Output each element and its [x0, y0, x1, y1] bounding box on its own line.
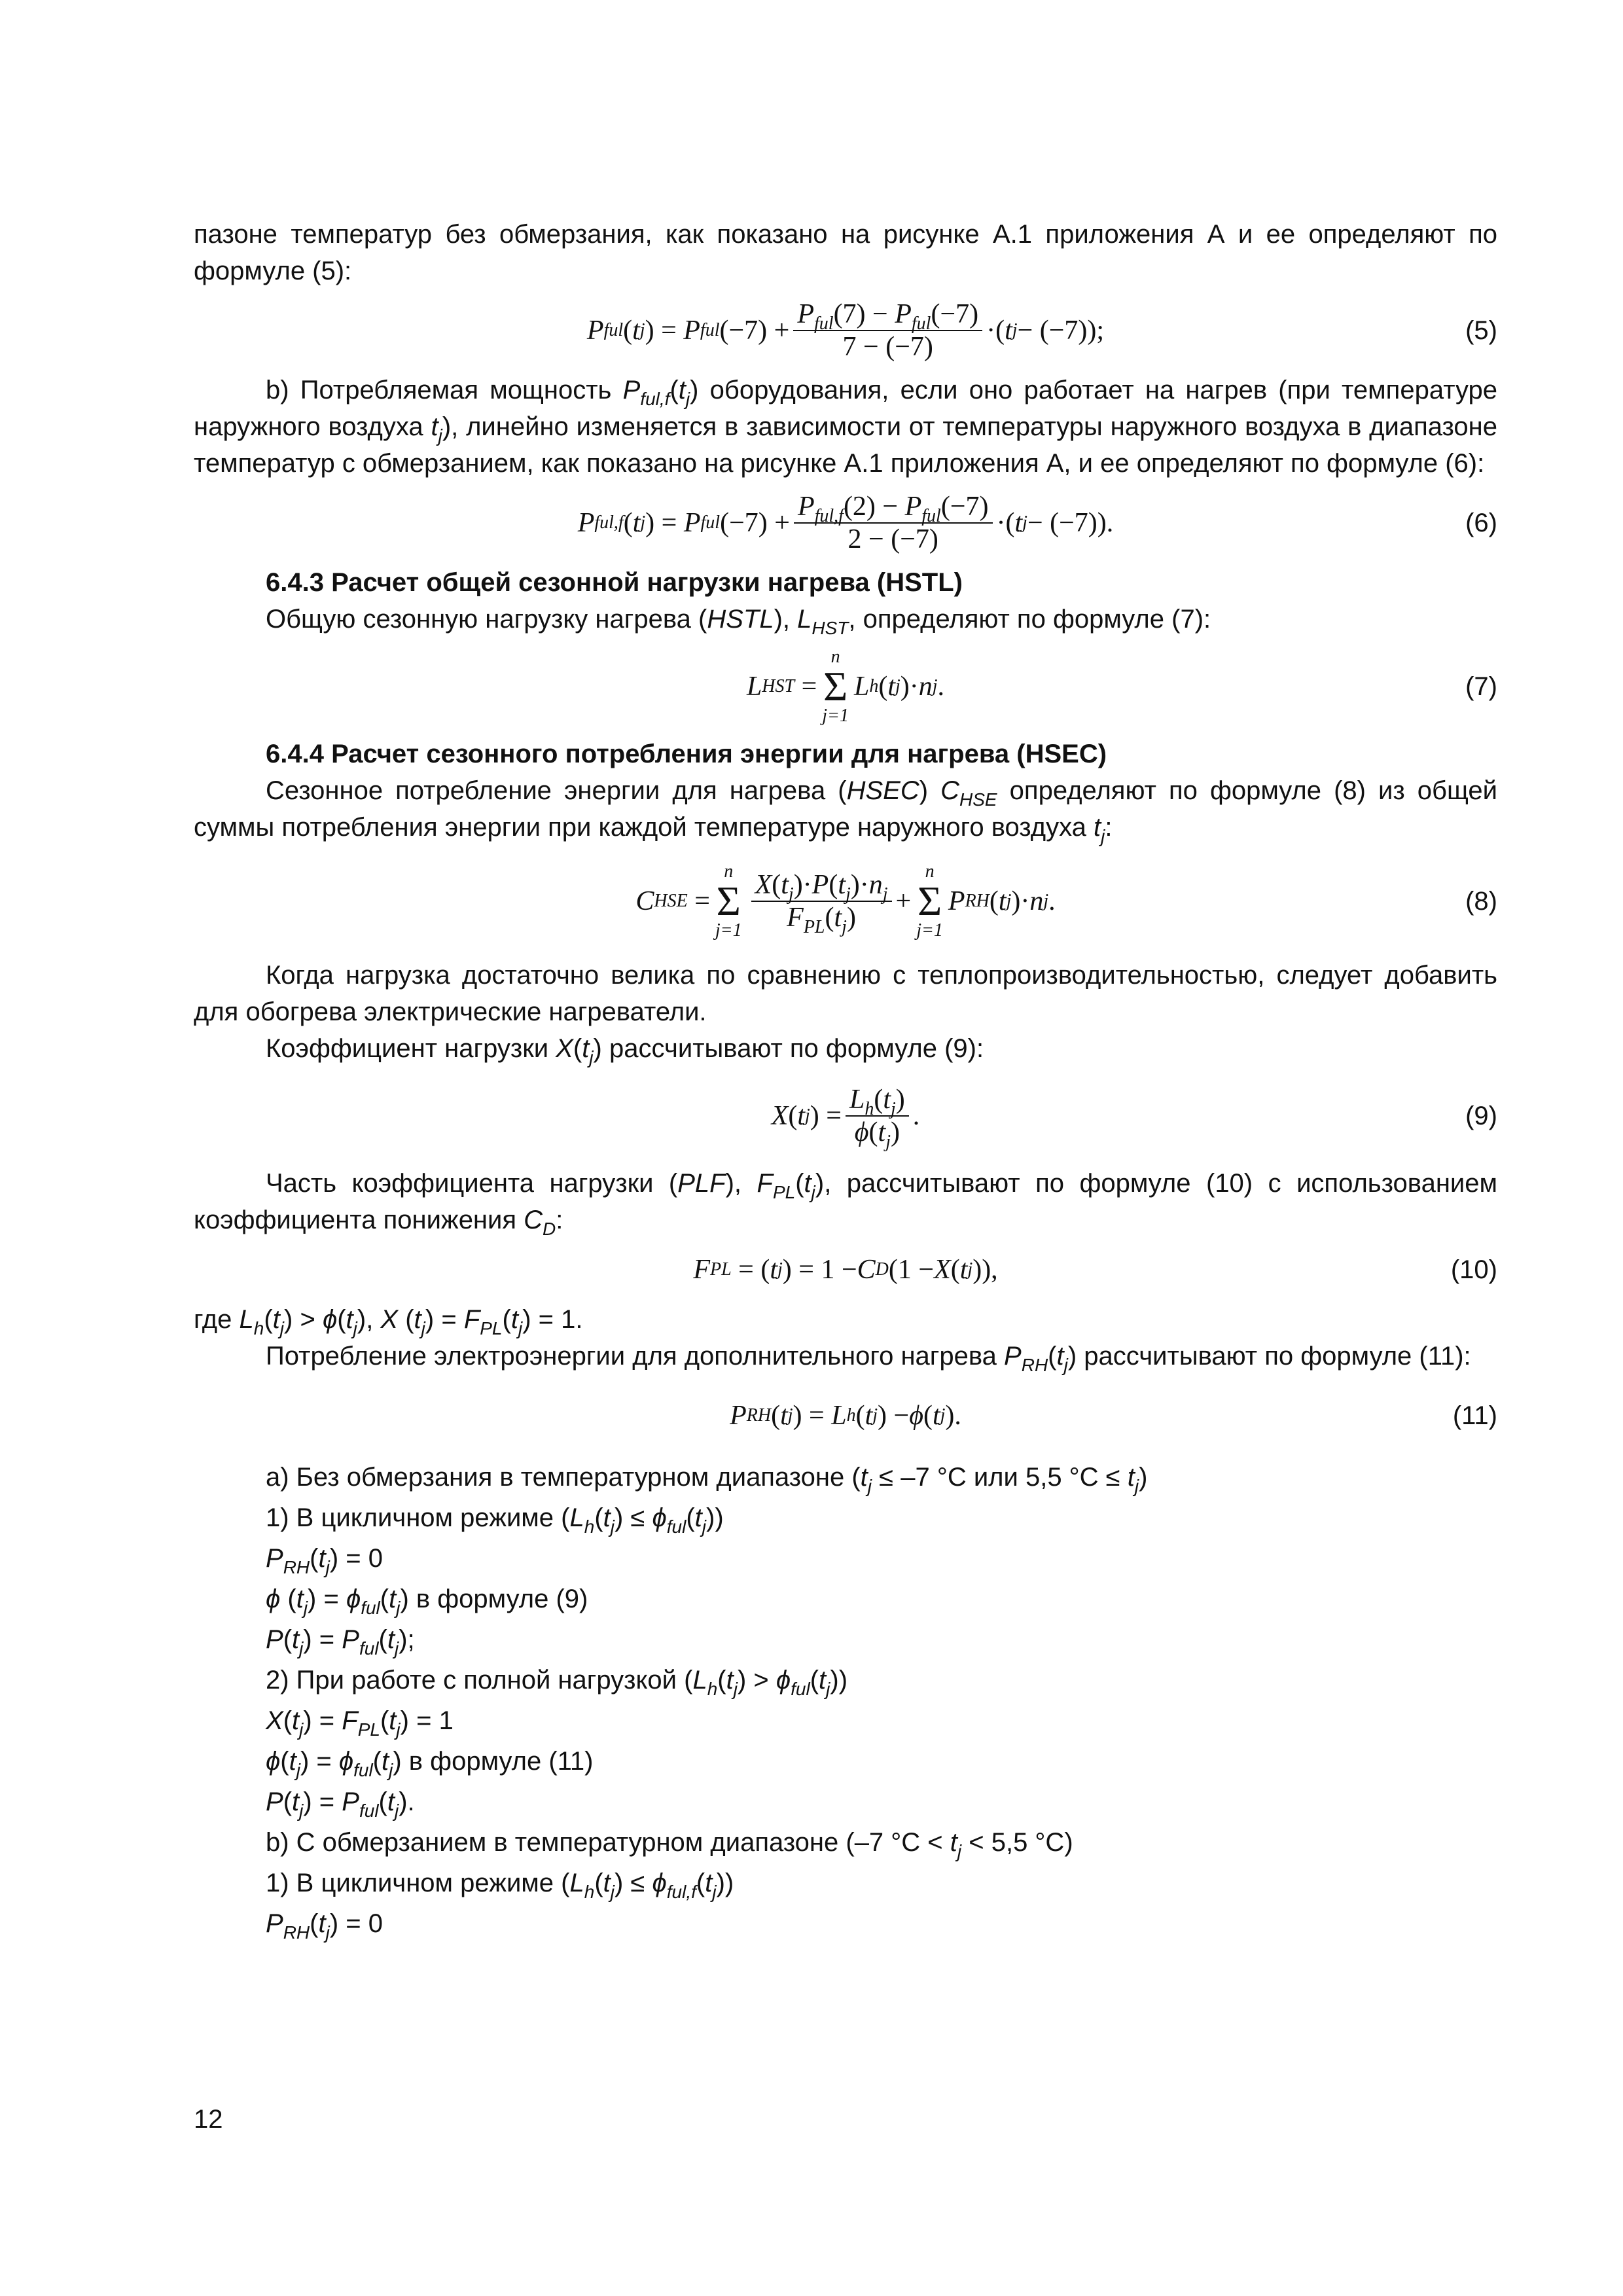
page-number: 12 [194, 2105, 223, 2134]
paragraph-plf: Часть коэффициента нагрузки (PLF), $F_{PL}(t_j)$, рассчитывают по формуле (10) с использованием коэффициента понижения $C_D$: [194, 1169, 1498, 1239]
formula-9-number: (9) [1465, 1102, 1497, 1130]
formula-10-number: (10) [1450, 1255, 1497, 1284]
formula-6-body: P ful,f ( t j ) = P ful (−7) + $P_{ful,f}(2) - P_{ful}(-7)$ 2 − (−7) ·( t j − (−7)). [577, 492, 1114, 554]
formula-8-body: C HSE = n Σ j=1 $X(t_j)\cdot P(t_j)\cdot n_j$ $F_{PL}(t_j)$ + n Σ j=1 P RH ( t j )· n j . [635, 861, 1056, 941]
list-item: $P(t_j) = P_{ful}(t_j)$. [266, 1787, 415, 1821]
list-item: ϕ $(t_j) = \phi_{ful}(t_j)$ в формуле (9) [266, 1585, 588, 1618]
formula-5 [194, 289, 1497, 372]
formula-10 [194, 1238, 1497, 1301]
conditions-list [194, 1457, 1497, 1944]
list-item: $P(t_j) = P_{ful}(t_j)$; [266, 1625, 415, 1659]
formula-9 [194, 1067, 1497, 1165]
formula-7 [194, 637, 1497, 736]
formula-9-body: X ( t j ) = $L_h(t_j)$ $\phi(t_j)$ . [771, 1085, 920, 1152]
list-item: а) Без обмерзания в температурном диапазоне ($t_j \le -7$ °С или 5,5 $^\circ С \le t_j$) [266, 1463, 1148, 1496]
formula-11-number: (11) [1452, 1401, 1497, 1430]
list-item: 1) В цикличном режиме $(L_h(t_j) \le \phi_{ful}(t_j))$ [266, 1503, 724, 1537]
list-item: 1) В цикличном режиме $(L_h(t_j) \le \phi_{ful,f}(t_j))$ [266, 1869, 734, 1902]
paragraph-coefficient: Коэффициент нагрузки $X(t_j)$ рассчитывают по формуле (9): [266, 1034, 984, 1067]
list-item: $P_{RH}(t_j) = 0$ [266, 1909, 383, 1943]
list-item: 2) При работе с полной нагрузкой $(L_h(t_j) > \phi_{ful}(t_j))$ [266, 1666, 848, 1699]
paragraph-b-power: b) Потребляемая мощность $P_{ful,f}(t_j)$ оборудования, если оно работает на нагрев (при температуре наружного воздуха $t_j$), линейно изменяется в зависимости от температуры наружного воздуха в диапазоне температур с обмерзанием, как показано на рисунке А.1 приложения А, и ее определяют по формуле (6): [194, 376, 1498, 478]
formula-6 [194, 482, 1497, 564]
formula-8-number: (8) [1465, 887, 1497, 916]
formula-7-body: L HST = n Σ j=1 L h ( t j )· n j . [746, 647, 945, 726]
paragraph-load: Когда нагрузка достаточно велика по сравнению с теплопроизводительностью, следует добавить для обогрева электрические нагреватели. [194, 961, 1497, 1026]
formula-5-body: P ful ( t j ) = P ful (−7) + $P_{ful}(7) - P_{ful}(-7)$ 7 − (−7) ·( t j − (−7)); [586, 299, 1105, 362]
heading-6-4-3: 6.4.3 Расчет общей сезонной нагрузки нагрева (HSTL) [266, 568, 963, 597]
formula-8 [194, 846, 1497, 957]
list-item: b) С обмерзанием в температурном диапазоне (–7 $^\circ С < t_j < 5,5$ °С) [266, 1828, 1073, 1861]
formula-11-body: P RH ( t j ) = L h ( t j ) − ϕ ( t j ). [730, 1401, 961, 1431]
formula-11 [194, 1374, 1497, 1457]
formula-10-body: F PL = ( t j ) = 1 − C D (1 − X ( t j )), [693, 1255, 998, 1285]
formula-5-number: (5) [1465, 316, 1497, 345]
paragraph-6-4-3: Общую сезонную нагрузку нагрева (HSTL), $L_{HST}$, определяют по формуле (7): [266, 605, 1211, 638]
paragraph-electricity: Потребление электроэнергии для дополнительного нагрева $P_{RH}(t_j)$ рассчитывают по формуле (11): [266, 1342, 1471, 1375]
paragraph-6-4-4: Сезонное потребление энергии для нагрева (HSEC) $C_{HSE}$ определяют по формуле (8) из общей суммы потребления энергии при каждой температуре наружного воздуха $t_j$: [194, 776, 1498, 846]
paragraph-intro: пазоне температур без обмерзания, как показано на рисунке А.1 приложения А и ее определяют по формуле (5): [194, 220, 1497, 285]
formula-6-number: (6) [1465, 509, 1497, 537]
list-item: $X(t_j) = F_{PL}(t_j) = 1$ [266, 1706, 454, 1740]
list-item: $\phi(t_j) = \phi_{ful}(t_j)$ в формуле (11) [266, 1747, 594, 1780]
heading-6-4-4: 6.4.4 Расчет сезонного потребления энергии для нагрева (HSEC) [266, 740, 1107, 768]
list-item: $P_{RH}(t_j) = 0$ [266, 1544, 383, 1577]
document-page [194, 216, 1497, 1944]
paragraph-where: где $L_h(t_j) > \phi(t_j)$, X $(t_j) = F_{PL}(t_j) = 1$. [194, 1305, 583, 1338]
formula-7-number: (7) [1465, 672, 1497, 701]
